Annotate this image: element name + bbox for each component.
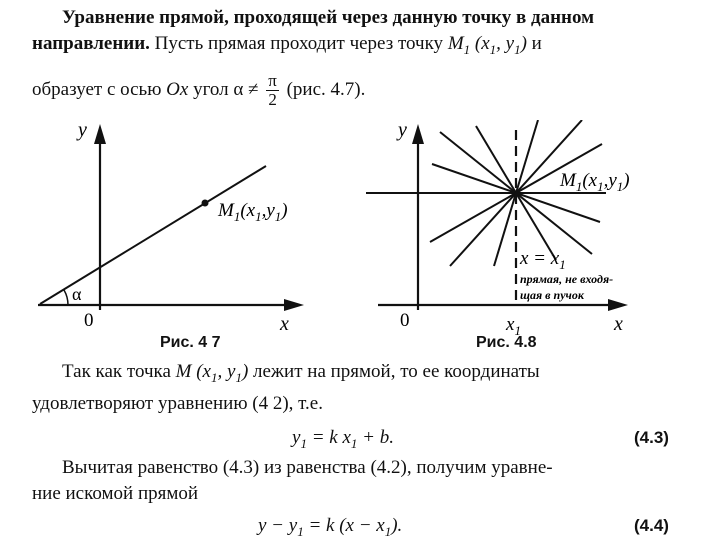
paragraph-3-line-1: Вычитая равенство (4.3) из равенства (4.2), получим уравне-	[62, 457, 553, 478]
x1-tick-label: $x_1$	[506, 314, 521, 338]
point-m1-dot	[202, 200, 209, 207]
paragraph-2-line-1: Так как точка M ($x_1$, $y_1$) лежит на прямой, то ее координаты	[62, 361, 540, 385]
origin-label: 0	[84, 310, 94, 331]
point-m1: $M_1$	[447, 33, 471, 57]
x-axis-label: x	[614, 313, 623, 335]
note-line-2: щая в пучок	[520, 288, 584, 302]
y-axis-label: y	[78, 120, 87, 141]
x-axis-arrow-icon	[608, 299, 628, 311]
paragraph-1-line-1	[62, 6, 594, 30]
equation-4-4: $y - y_1 = k$ $(x - x_1)$.	[258, 515, 403, 539]
y-axis-arrow-icon	[412, 124, 424, 144]
y-axis-label: y	[398, 120, 407, 141]
vertical-line-equation: $x = x_1$	[520, 248, 566, 272]
section-heading: Уравнение прямой, проходящей через данную точку в данном	[62, 7, 595, 28]
angle-arc	[64, 290, 68, 305]
note-line-1: прямая, не входя-	[520, 272, 614, 286]
point-m1-label: $M_1(x_1,y_1)$	[560, 170, 630, 194]
paragraph-3-line-2: ние искомой прямой	[32, 483, 199, 504]
point-m1-label: $M_1(x_1,y_1)$	[218, 200, 288, 224]
origin-label: 0	[400, 310, 410, 331]
paragraph-2-line-2: удовлетворяют уравнению (4 2), т.е.	[32, 393, 323, 414]
point-coords: ($x_1$, $y_1$)	[474, 33, 527, 57]
x-axis-arrow-icon	[284, 299, 304, 311]
figure-4-8	[360, 120, 660, 350]
paragraph-1-line-3: образует с осью Ox угол α ≠ $\frac{\pi}{2}$ (рис. 4.7).	[32, 71, 366, 109]
equation-4-4-number: (4.4)	[634, 516, 669, 535]
alpha-label: α	[72, 284, 82, 304]
figure-4-7	[20, 120, 320, 350]
figure-4-7-caption: Рис. 4 7	[160, 334, 221, 351]
figure-4-8-caption: Рис. 4.8	[476, 334, 537, 351]
pi-over-2: $\frac{\pi}{2}$	[268, 71, 277, 109]
x-axis-label: x	[280, 313, 289, 335]
section-heading-cont: направлении.	[32, 33, 150, 54]
y-axis-arrow-icon	[94, 124, 106, 144]
paragraph-1-line-2: направлении. Пусть прямая проходит через точку $M_1$ ($x_1$, $y_1$) и	[32, 33, 542, 57]
equation-4-3-number: (4.3)	[634, 428, 669, 447]
equation-4-3: $y_1 = k$ $x_1 + b$.	[292, 427, 394, 451]
